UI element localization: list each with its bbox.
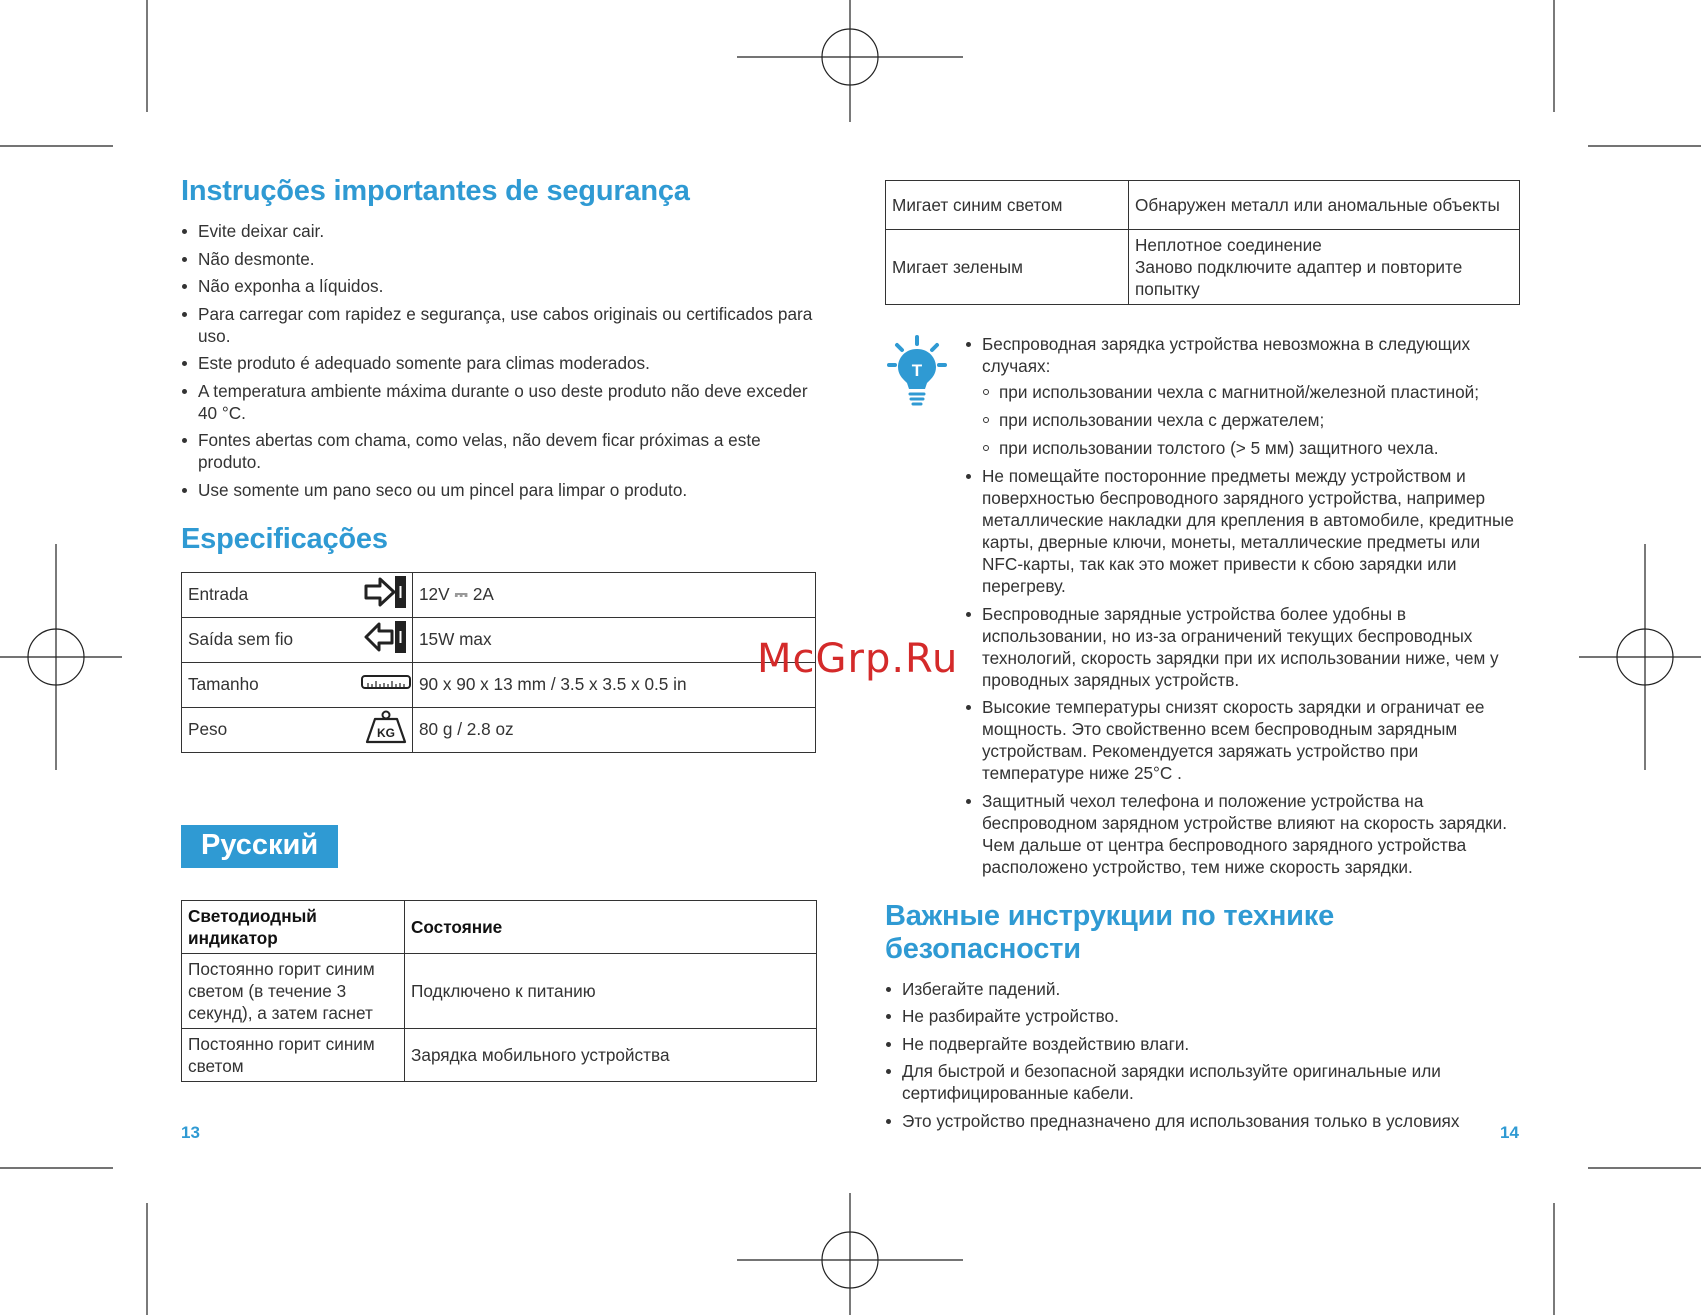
list-item: Use somente um pano seco ou um pincel para limpar o produto. [181,479,817,501]
table-row [182,953,817,1028]
spec-value: 90 x 90 x 13 mm / 3.5 x 3.5 x 0.5 in [413,662,816,707]
spec-value: 80 g / 2.8 oz [413,707,816,752]
list-item [965,333,1520,459]
table-cell: Неплотное соединение Заново подключите адаптер и повторите попытку [1129,230,1520,305]
list-item: Беспроводные зарядные устройства более удобны в использовании, но из-за ограничений текущих беспроводных технологий, скорость зарядки при их использовании ниже, чем у проводных зарядных устройств. [965,603,1520,691]
right-page [885,180,1520,1137]
led-table [181,900,817,1082]
tip-icon-letter: T [911,361,923,380]
list-item: Не разбирайте устройство. [885,1005,1520,1027]
list-item: при использовании чехла с магнитной/железной пластиной; [982,381,1520,403]
spec-value: 12V ⎓ 2A [413,572,816,617]
left-page [181,175,817,1082]
table-cell: Мигает синим светом [886,181,1129,230]
lightbulb-tip-icon [885,335,949,411]
table-cell: Постоянно горит синим светом (в течение 3 секунд), а затем гаснет [182,953,405,1028]
list-item: Este produto é adequado somente para climas moderados. [181,352,817,374]
table-cell: Зарядка мобильного устройства [405,1028,817,1081]
list-item: Fontes abertas com chama, como velas, não devem ficar próximas a este produto. [181,429,817,473]
column-header: Состояние [405,900,817,953]
table-cell: Мигает зеленым [886,230,1129,305]
list-item: Não exponha a líquidos. [181,275,817,297]
spec-label: Saída sem fio [182,617,361,662]
column-header: Светодиодный индикатор [182,900,405,953]
table-row [886,230,1520,305]
page-number-right: 14 [1500,1123,1519,1142]
language-tab-russian: Русский [181,825,338,868]
status-table [885,180,1520,305]
list-item: Não desmonte. [181,248,817,270]
output-arrow-icon [360,617,413,662]
page-number-left: 13 [181,1123,200,1142]
table-row [886,181,1520,230]
spec-label: Entrada [182,572,361,617]
table-cell: Обнаружен металл или аномальные объекты [1129,181,1520,230]
spec-table [181,572,816,753]
list-item: при использовании чехла с держателем; [982,409,1520,431]
input-arrow-icon [360,572,413,617]
list-item: Это устройство предназначено для использования только в условиях [885,1110,1520,1132]
list-item: Para carregar com rapidez e segurança, use cabos originais ou certificados para uso. [181,303,817,347]
list-item: Для быстрой и безопасной зарядки используйте оригинальные или сертифицированные кабели. [885,1060,1520,1104]
list-item: Защитный чехол телефона и положение устройства на беспроводном зарядном устройстве влияют на скорость зарядки. Чем дальше от центра беспроводного зарядного устройства расположено устройство, тем ниже скорость зарядки. [965,790,1520,878]
safety-list-pt [181,220,817,501]
list-item: A temperatura ambiente máxima durante o uso deste produto não deve exceder 40 °C. [181,380,817,424]
spec-title: Especificações [181,522,388,555]
table-cell: Подключено к питанию [405,953,817,1028]
list-item: при использовании толстого (> 5 мм) защитного чехла. [982,437,1520,459]
safety-title-ru: Важные инструкции по технике безопасности [885,899,1335,965]
safety-title-pt: Instruções importantes de segurança [181,175,690,207]
list-item: Не помещайте посторонние предметы между устройством и поверхностью беспроводного зарядного устройства, например металлические накладки для крепления в автомобиле, кредитные карты, дверные ключи, монеты, металлические предметы или NFC-карты, так как это может привести к сбою зарядки или перегреву. [965,465,1520,597]
tip-text: Беспроводная зарядка устройства невозможна в следующих случаях: [982,334,1471,376]
table-row [182,662,816,707]
tips-block [885,333,1520,878]
spec-label: Peso [182,707,361,752]
safety-list-ru [885,978,1520,1132]
tips-list [965,333,1520,878]
list-item: Не подвергайте воздействию влаги. [885,1033,1520,1055]
weight-kg-icon [360,707,413,752]
watermark: McGrp.Ru [757,636,959,682]
table-row [182,617,816,662]
spec-label: Tamanho [182,662,361,707]
tips-sublist [982,381,1520,459]
table-cell: Постоянно горит синим светом [182,1028,405,1081]
table-row [182,1028,817,1081]
list-item: Избегайте падений. [885,978,1520,1000]
table-header-row [182,900,817,953]
weight-kg-label: KG [377,726,395,740]
ruler-icon [360,662,413,707]
list-item: Высокие температуры снизят скорость зарядки и ограничат ее мощность. Это свойственно всем беспроводным зарядным устройствам. Рекомендуется заряжать устройство при температуре ниже 25°C . [965,696,1520,784]
spec-value: 15W max [413,617,816,662]
table-row [182,707,816,752]
table-row [182,572,816,617]
list-item: Evite deixar cair. [181,220,817,242]
